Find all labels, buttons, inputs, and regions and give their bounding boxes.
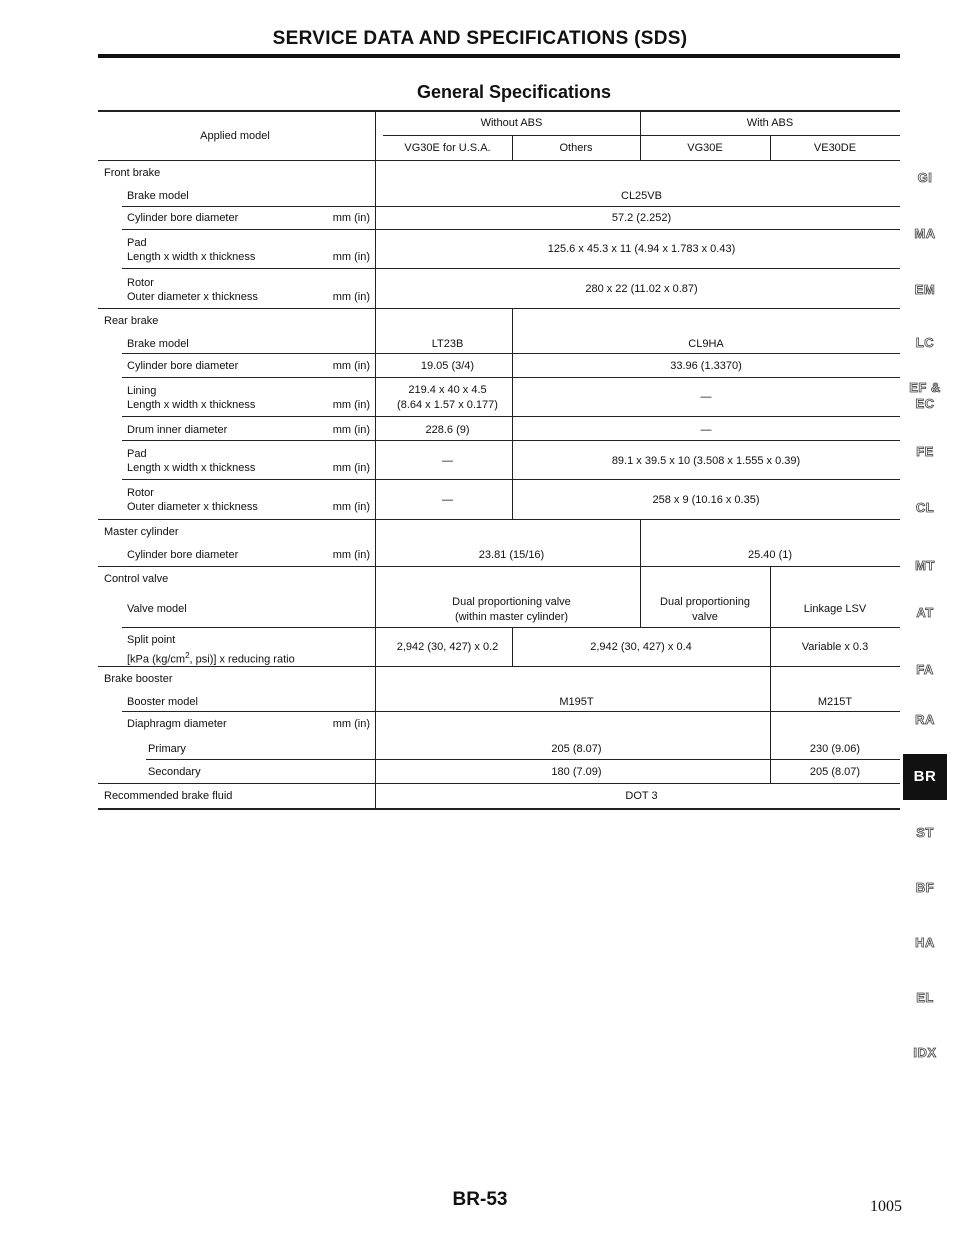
valve-model-v1a: Dual proportioning valve (452, 596, 571, 608)
front-brake-model-value: CL25VB (621, 190, 662, 202)
lining-v2: — (700, 391, 712, 403)
index-idx[interactable]: IDX (913, 1045, 937, 1060)
diaphragm-label: Diaphragm diameter (127, 718, 227, 730)
page-number: BR-53 (452, 1189, 508, 1210)
front-rotor-label: Rotor (127, 277, 154, 289)
primary-v2: 230 (9.06) (809, 743, 861, 755)
rear-brake-model-v2: CL9HA (688, 338, 724, 350)
brake-booster-label: Brake booster (104, 673, 173, 685)
control-valve-label: Control valve (104, 573, 169, 585)
lining-label: Lining (127, 385, 157, 397)
table-rule (122, 711, 900, 712)
table-rule (122, 416, 900, 417)
table-rule (122, 268, 900, 269)
master-cylinder-label: Master cylinder (104, 526, 179, 538)
table-rule (98, 566, 900, 567)
front-rotor-sub: Outer diameter x thickness (127, 291, 258, 303)
split-point-sub (127, 649, 295, 667)
rear-cylinder-label: Cylinder bore diameter (127, 360, 239, 372)
vg30e-usa-header: VG30E for U.S.A. (404, 142, 491, 154)
ve30de-header: VE30DE (813, 142, 857, 154)
index-at[interactable]: AT (916, 605, 934, 620)
table-rule (98, 110, 900, 112)
table-rule (122, 206, 900, 207)
applied-model-header: Applied model (200, 130, 270, 142)
title-rule (98, 54, 900, 58)
index-ec[interactable]: EC (915, 396, 935, 411)
others-header: Others (559, 142, 593, 154)
secondary-v1: 180 (7.09) (551, 766, 602, 778)
front-brake-label: Front brake (104, 167, 161, 179)
index-ha[interactable]: HA (915, 935, 935, 950)
secondary-label: Secondary (148, 766, 201, 778)
front-pad-value: 125.6 x 45.3 x 11 (4.94 x 1.783 x 0.43) (547, 243, 736, 255)
table-rule (375, 110, 376, 808)
table-rule (98, 308, 900, 309)
rear-brake-model-label: Brake model (127, 338, 189, 350)
brake-fluid-value: DOT 3 (625, 790, 658, 802)
front-pad-sub: Length x width x thickness (127, 251, 256, 263)
drum-unit: mm (in) (332, 424, 370, 436)
page-title: SERVICE DATA AND SPECIFICATIONS (SDS) (272, 28, 688, 49)
split-point-v3: Variable x 0.3 (801, 641, 869, 653)
front-rotor-unit: mm (in) (332, 291, 370, 303)
split-point-v2: 2,942 (30, 427) x 0.4 (590, 641, 692, 653)
with-abs-header: With ABS (746, 117, 794, 129)
front-brake-model-label: Brake model (127, 190, 189, 202)
drum-v1: 228.6 (9) (425, 424, 470, 436)
valve-model-v2b: valve (692, 611, 718, 623)
booster-model-v1: M195T (559, 696, 594, 708)
rear-pad-v2: 89.1 x 39.5 x 10 (3.508 x 1.555 x 0.39) (611, 455, 801, 467)
rear-pad-v1: — (442, 455, 453, 467)
index-lc[interactable]: LC (915, 335, 935, 350)
rear-brake-model-v1: LT23B (431, 338, 464, 350)
master-cylinder-unit: mm (in) (332, 549, 370, 561)
lining-unit: mm (in) (332, 399, 370, 411)
master-cylinder-v2: 25.40 (1) (747, 549, 793, 561)
rear-brake-label: Rear brake (104, 315, 159, 327)
valve-model-v1b: (within master cylinder) (454, 611, 569, 623)
table-rule (98, 808, 900, 810)
lining-v1a: 219.4 x 40 x 4.5 (408, 384, 487, 396)
split-point-sub-sup: 2 (185, 651, 190, 660)
front-pad-label: Pad (127, 237, 147, 249)
rear-rotor-label: Rotor (127, 487, 154, 499)
booster-model-label: Booster model (127, 696, 198, 708)
index-bf[interactable]: BF (915, 880, 935, 895)
rear-pad-label: Pad (127, 448, 147, 460)
primary-label: Primary (148, 743, 186, 755)
table-rule (122, 353, 900, 354)
table-rule (98, 519, 900, 520)
primary-v1: 205 (8.07) (551, 743, 602, 755)
index-fa[interactable]: FA (916, 662, 934, 677)
drum-label: Drum inner diameter (127, 424, 228, 436)
table-rule (98, 160, 900, 161)
valve-model-v2a: Dual proportioning (660, 596, 750, 608)
front-cylinder-unit: mm (in) (332, 212, 370, 224)
split-point-sub-post: , psi)] x reducing ratio (189, 653, 295, 666)
front-cylinder-value: 57.2 (2.252) (611, 212, 672, 224)
index-cl[interactable]: CL (915, 500, 935, 515)
front-cylinder-label: Cylinder bore diameter (127, 212, 239, 224)
rear-cylinder-v2: 33.96 (1.3370) (670, 360, 742, 372)
index-fe[interactable]: FE (916, 444, 934, 459)
front-rotor-value: 280 x 22 (11.02 x 0.87) (585, 283, 698, 295)
table-rule (383, 135, 900, 136)
table-rule (122, 479, 900, 480)
index-gi[interactable]: GI (917, 170, 933, 185)
secondary-v2: 205 (8.07) (809, 766, 861, 778)
master-cylinder-bore-label: Cylinder bore diameter (127, 549, 239, 561)
index-el[interactable]: EL (916, 990, 934, 1005)
split-point-label: Split point (127, 634, 176, 646)
rear-cylinder-v1: 19.05 (3/4) (420, 360, 475, 372)
diaphragm-unit: mm (in) (332, 718, 370, 730)
rear-cylinder-unit: mm (in) (332, 360, 370, 372)
without-abs-header: Without ABS (480, 117, 543, 129)
index-em[interactable]: EM (914, 282, 936, 297)
valve-model-label: Valve model (127, 603, 187, 615)
index-ef[interactable]: EF & (909, 380, 941, 395)
rear-pad-sub: Length x width x thickness (127, 462, 256, 474)
table-rule (122, 440, 900, 441)
index-br-active[interactable]: BR (903, 754, 947, 800)
master-cylinder-v1: 23.81 (15/16) (478, 549, 545, 561)
index-ra[interactable]: RA (915, 712, 935, 727)
vg30e-header: VG30E (687, 142, 723, 154)
table-rule (122, 627, 900, 628)
index-mt[interactable]: MT (915, 558, 935, 573)
brake-fluid-label: Recommended brake fluid (104, 790, 233, 802)
rear-rotor-v1: — (442, 494, 453, 506)
split-point-v1: 2,942 (30, 427) x 0.2 (396, 641, 499, 653)
split-point-sub-pre: [kPa (kg/cm (127, 653, 186, 666)
lining-v1b: (8.64 x 1.57 x 0.177) (397, 399, 498, 411)
table-rule (122, 229, 900, 230)
rear-rotor-unit: mm (in) (332, 501, 370, 513)
document-number: 1005 (870, 1198, 902, 1215)
valve-model-v3: Linkage LSV (803, 603, 867, 615)
table-rule (122, 377, 900, 378)
rear-rotor-v2: 258 x 9 (10.16 x 0.35) (652, 494, 760, 506)
front-pad-unit: mm (in) (332, 251, 370, 263)
section-title: General Specifications (416, 82, 612, 102)
table-rule (98, 783, 900, 784)
index-st[interactable]: ST (916, 825, 934, 840)
rear-pad-unit: mm (in) (332, 462, 370, 474)
index-ma[interactable]: MA (914, 226, 936, 241)
booster-model-v2: M215T (817, 696, 853, 708)
lining-sub: Length x width x thickness (127, 399, 256, 411)
table-rule (146, 759, 900, 760)
rear-rotor-sub: Outer diameter x thickness (127, 501, 258, 513)
drum-v2: — (700, 424, 712, 436)
